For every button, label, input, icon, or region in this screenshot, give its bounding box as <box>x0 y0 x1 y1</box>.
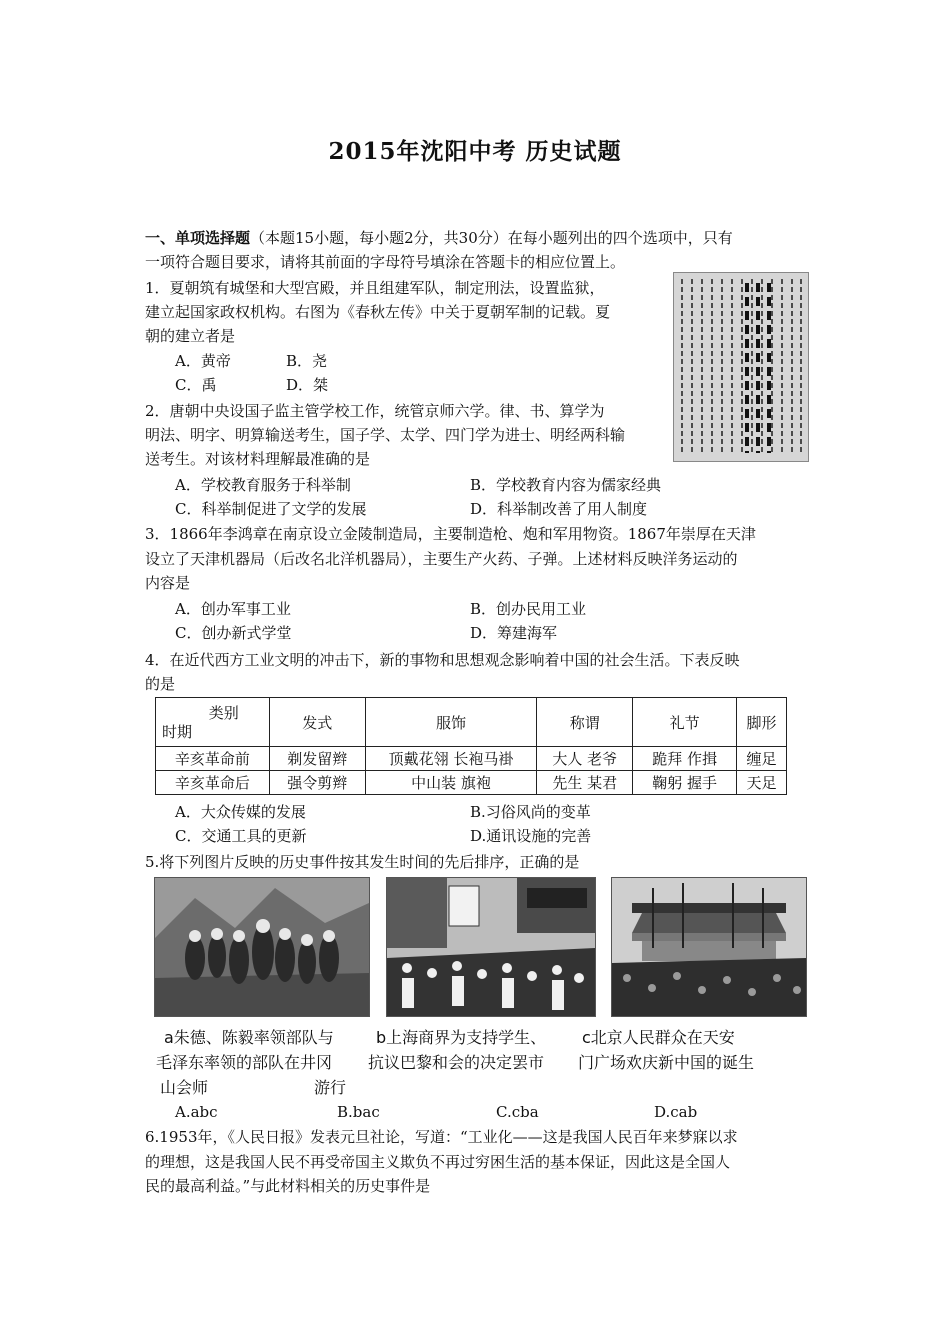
customs-table <box>155 697 787 795</box>
chunqiu-zuozhuan-image <box>673 272 809 462</box>
table-row <box>156 771 787 795</box>
table-row <box>156 747 787 771</box>
q5-option-d[interactable]: D.cab <box>654 1103 698 1121</box>
q2-stem-line2: 明法、明字、明算输送考生，国子学、太学、四门学为进士、明经两科输 <box>145 426 626 444</box>
q2-option-b[interactable]: B．学校教育内容为儒家经典 <box>470 476 662 494</box>
table-header: 礼节 <box>633 698 737 747</box>
section1-intro-text: （本题15小题，每小题2分，共30分）在每小题列出的四个选项中，只有 <box>250 229 733 247</box>
table-cell: 辛亥革命前 <box>156 747 270 771</box>
caption-c-line1: c北京人民群众在天安 <box>582 1028 735 1047</box>
table-header: 发式 <box>269 698 365 747</box>
q3-option-d[interactable]: D．筹建海军 <box>470 624 558 642</box>
table-cell: 缠足 <box>737 747 787 771</box>
caption-a-line1: a朱德、陈毅率领部队与 <box>164 1028 334 1047</box>
q1-option-b[interactable]: B．尧 <box>286 352 328 370</box>
q3-option-a[interactable]: A．创办军事工业 <box>175 600 291 618</box>
table-header-row <box>156 698 787 747</box>
table-cell: 天足 <box>737 771 787 795</box>
caption-a-line3: 山会师 <box>160 1078 209 1097</box>
q5-option-a[interactable]: A.abc <box>175 1103 218 1121</box>
section1-intro-line2: 一项符合题目要求，请将其前面的字母符号填涂在答题卡的相应位置上。 <box>145 253 626 271</box>
table-cell: 辛亥革命后 <box>156 771 270 795</box>
q4-stem-line1: 4．在近代西方工业文明的冲击下，新的事物和思想观念影响着中国的社会生活。下表反映 <box>145 651 740 669</box>
table-cell: 大人 老爷 <box>537 747 633 771</box>
table-corner-cell <box>156 698 270 747</box>
table-cell: 剃发留辫 <box>269 747 365 771</box>
photo-c-tiananmen <box>611 877 807 1017</box>
table-header: 称谓 <box>537 698 633 747</box>
q1-option-a[interactable]: A．黄帝 <box>175 352 231 370</box>
table-cell: 跪拜 作揖 <box>633 747 737 771</box>
section1-intro <box>145 226 733 250</box>
q1-option-c[interactable]: C．禹 <box>175 376 217 394</box>
q3-stem-line3: 内容是 <box>145 574 191 592</box>
q2-option-a[interactable]: A．学校教育服务于科举制 <box>175 476 351 494</box>
photo-a-jinggangshan <box>154 877 370 1017</box>
photo-b-shanghai-strike <box>386 877 596 1017</box>
q2-stem-line3: 送考生。对该材料理解最准确的是 <box>145 450 371 468</box>
table-cell: 强令剪辫 <box>269 771 365 795</box>
q1-stem-line3: 朝的建立者是 <box>145 327 236 345</box>
caption-a-line2: 毛泽东率领的部队在井冈 <box>156 1053 333 1072</box>
q4-option-b[interactable]: B.习俗风尚的变革 <box>470 803 591 821</box>
table-header: 脚形 <box>737 698 787 747</box>
table-header: 服饰 <box>365 698 537 747</box>
q3-stem-line2: 设立了天津机器局（后改名北洋机器局），主要生产火药、子弹。上述材料反映洋务运动的 <box>145 550 738 568</box>
q4-option-d[interactable]: D.通讯设施的完善 <box>470 827 592 845</box>
q3-stem-line1: 3．1866年李鸿章在南京设立金陵制造局，主要制造枪、炮和军用物资。1867年崇厚在天津 <box>145 525 756 543</box>
caption-c-line2: 门广场欢庆新中国的诞生 <box>578 1053 755 1072</box>
caption-b-line1: b上海商界为支持学生、 <box>376 1028 547 1047</box>
q2-stem-line1: 2．唐朝中央设国子监主管学校工作，统管京师六学。律、书、算学为 <box>145 402 605 420</box>
section1-heading: 一、单项选择题 <box>145 229 251 247</box>
table-cell: 先生 某君 <box>537 771 633 795</box>
table-cell: 鞠躬 握手 <box>633 771 737 795</box>
table-cell: 顶戴花翎 长袍马褂 <box>365 747 537 771</box>
q2-option-d[interactable]: D．科举制改善了用人制度 <box>470 500 648 518</box>
page-title: 2015年沈阳中考 历史试题 <box>328 138 622 165</box>
q1-stem-line2: 建立起国家政权机构。右图为《春秋左传》中关于夏朝军制的记载。夏 <box>145 303 611 321</box>
q4-option-c[interactable]: C．交通工具的更新 <box>175 827 307 845</box>
q3-option-c[interactable]: C．创办新式学堂 <box>175 624 292 642</box>
q1-stem-line1: 1．夏朝筑有城堡和大型宫殿，并且组建军队，制定刑法，设置监狱， <box>145 279 605 297</box>
table-corner-period: 时期 <box>162 723 193 741</box>
q6-stem-line1: 6.1953年，《人民日报》发表元旦社论，写道：“工业化——这是我国人民百年来梦寐以求 <box>145 1128 738 1146</box>
q3-option-b[interactable]: B．创办民用工业 <box>470 600 587 618</box>
q1-option-d[interactable]: D．桀 <box>286 376 329 394</box>
caption-b-line2: 抗议巴黎和会的决定罢市 <box>368 1053 545 1072</box>
q5-option-c[interactable]: C.cba <box>496 1103 539 1121</box>
q6-stem-line2: 的理想，这是我国人民不再受帝国主义欺负不再过穷困生活的基本保证，因此这是全国人 <box>145 1153 731 1171</box>
caption-b-line3: 游行 <box>314 1078 347 1097</box>
q5-option-b[interactable]: B.bac <box>337 1103 380 1121</box>
q6-stem-line3: 民的最高利益。”与此材料相关的历史事件是 <box>145 1177 431 1195</box>
q4-stem-line2: 的是 <box>145 675 176 693</box>
q5-stem: 5.将下列图片反映的历史事件按其发生时间的先后排序，正确的是 <box>145 853 580 871</box>
table-corner-category: 类别 <box>208 704 239 722</box>
q2-option-c[interactable]: C．科举制促进了文学的发展 <box>175 500 367 518</box>
table-cell: 中山装 旗袍 <box>365 771 537 795</box>
q4-option-a[interactable]: A．大众传媒的发展 <box>175 803 306 821</box>
